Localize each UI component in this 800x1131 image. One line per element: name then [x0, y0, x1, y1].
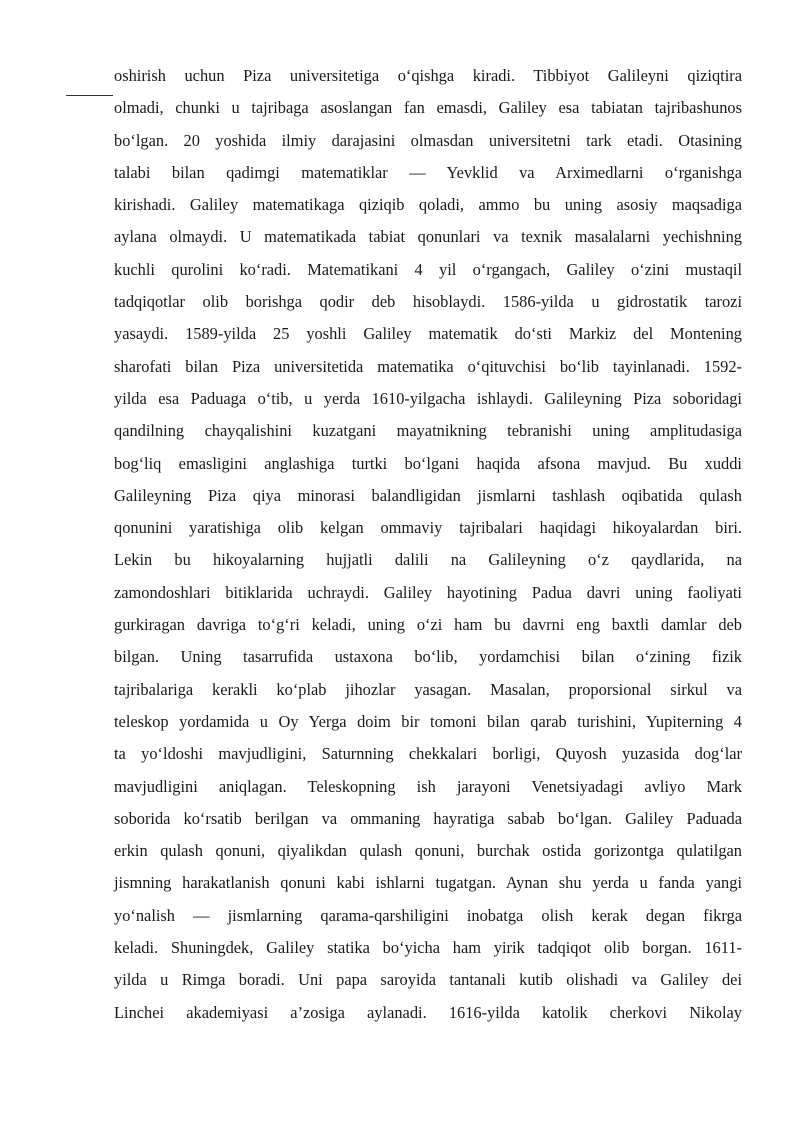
text-line: qandilning chayqalishini kuzatgani mayatnikning tebranishi uning amplitudasiga	[114, 421, 742, 441]
margin-rule	[66, 95, 113, 96]
text-line: zamondoshlari bitiklarida uchraydi. Galiley hayotining Padua davri uning faoliyati	[114, 582, 742, 602]
body-text	[114, 60, 742, 1029]
text-line: jismning harakatlanish qonuni kabi ishlarni tugatgan. Aynan shu yerda u fanda yangi	[114, 873, 742, 893]
text-line: soborida ko‘rsatib berilgan va ommaning hayratiga sabab bo‘lgan. Galiley Paduada	[114, 808, 742, 828]
text-line: sharofati bilan Piza universitetida matematika o‘qituvchisi bo‘lib tayinlanadi. 1592-	[114, 356, 742, 376]
text-line: yasaydi. 1589-yilda 25 yoshli Galiley matematik do‘sti Markiz del Montening	[114, 324, 742, 344]
text-line: yilda esa Paduaga o‘tib, u yerda 1610-yilgacha ishlaydi. Galileyning Piza soboridagi	[114, 388, 742, 408]
text-line: yilda u Rimga boradi. Uni papa saroyida tantanali kutib olishadi va Galiley dei	[114, 970, 742, 990]
text-line: yo‘nalish — jismlarning qarama-qarshiligini inobatga olish kerak degan fikrga	[114, 905, 742, 925]
text-line: tajribalariga kerakli ko‘plab jihozlar yasagan. Masalan, proporsional sirkul va	[114, 679, 742, 699]
text-line: gurkiragan davriga to‘g‘ri keladi, uning o‘zi ham bu davrni eng baxtli damlar deb	[114, 615, 742, 635]
text-line: keladi. Shuningdek, Galiley statika bo‘yicha ham yirik tadqiqot olib borgan. 1611-	[114, 938, 742, 958]
text-line: bog‘liq emasligini anglashiga turtki bo‘lgani haqida afsona mavjud. Bu xuddi	[114, 453, 742, 473]
text-line: kuchli qurolini ko‘radi. Matematikani 4 yil o‘rgangach, Galiley o‘zini mustaqil	[114, 259, 742, 279]
text-line: bilgan. Uning tasarrufida ustaxona bo‘lib, yordamchisi bilan o‘zining fizik	[114, 647, 742, 667]
text-line: qonunini yaratishiga olib kelgan ommaviy tajribalari haqidagi hikoyalardan biri.	[114, 518, 742, 538]
text-line: aylana olmaydi. U matematikada tabiat qonunlari va texnik masalalarni yechishning	[114, 227, 742, 247]
text-line: olmadi, chunki u tajribaga asoslangan fan emasdi, Galiley esa tabiatan tajribashunos	[114, 98, 742, 118]
text-line: ta yo‘ldoshi mavjudligini, Saturnning chekkalari borligi, Quyosh yuzasida dog‘lar	[114, 744, 742, 764]
text-line: oshirish uchun Piza universitetiga o‘qishga kiradi. Tibbiyot Galileyni qiziqtira	[114, 66, 742, 85]
text-line: Lekin bu hikoyalarning hujjatli dalili na Galileyning o‘z qaydlarida, na	[114, 550, 742, 570]
text-line: bo‘lgan. 20 yoshida ilmiy darajasini olmasdan universitetni tark etadi. Otasining	[114, 130, 742, 150]
text-line: tadqiqotlar olib borishga qodir deb hisoblaydi. 1586-yilda u gidrostatik tarozi	[114, 292, 742, 312]
text-line: erkin qulash qonuni, qiyalikdan qulash qonuni, burchak ostida gorizontga qulatilgan	[114, 841, 742, 861]
text-line: kirishadi. Galiley matematikaga qiziqib qoladi, ammo bu uning asosiy maqsadiga	[114, 195, 742, 215]
text-line: mavjudligini aniqlagan. Teleskopning ish jarayoni Venetsiyadagi avliyo Mark	[114, 776, 742, 796]
text-line: teleskop yordamida u Oy Yerga doim bir tomoni bilan qarab turishini, Yupiterning 4	[114, 711, 742, 731]
text-line: Galileyning Piza qiya minorasi balandligidan jismlarni tashlash oqibatida qulash	[114, 485, 742, 505]
text-line: Linchei akademiyasi a’zosiga aylanadi. 1616-yilda katolik cherkovi Nikolay	[114, 1002, 742, 1022]
text-line: talabi bilan qadimgi matematiklar — Yevklid va Arximedlarni o‘rganishga	[114, 162, 742, 182]
